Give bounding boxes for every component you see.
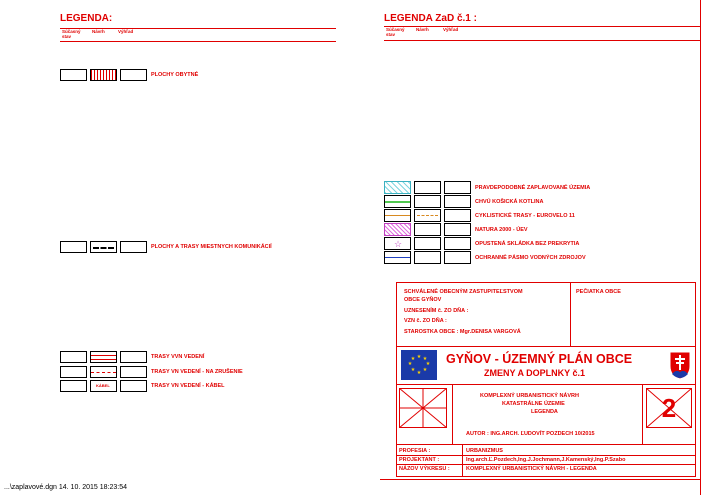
title-block-separator (396, 444, 696, 445)
right-col-future: Výhľad (443, 27, 459, 32)
legend-swatch-future (120, 351, 147, 363)
legend-swatch-future (444, 237, 471, 250)
left-header-underline (60, 41, 336, 42)
stamp-label: PEČIATKA OBCE (576, 289, 621, 295)
legend-label: PLOCHY OBYTNÉ (151, 72, 199, 78)
legend-swatch-proposal (414, 251, 441, 264)
legend-swatch-proposal (414, 195, 441, 208)
sheet-number: 2 (661, 393, 677, 423)
legend-label: NATURA 2000 - ÚEV (475, 227, 528, 233)
drawing-name-2: KATASTRÁLNE ÚZEMIE (502, 401, 565, 407)
svg-text:★: ★ (416, 354, 422, 360)
eu-flag-icon (401, 350, 437, 380)
approval-text-2: OBCE GYŇOV (404, 297, 442, 303)
legend-swatch-proposal (414, 237, 441, 250)
author-text: AUTOR : ING.ARCH. ĽUDOVÍT POZDECH 10/2015 (466, 431, 595, 437)
legend-swatch-future (120, 241, 147, 253)
legend-swatch-proposal (414, 223, 441, 236)
legend-label: TRASY VN VEDENÍ - NA ZRUŠENIE (151, 369, 243, 375)
mayor-text: STAROSTKA OBCE : Mgr.DENISA VARGOVÁ (404, 329, 521, 335)
legend-swatch-current (384, 209, 411, 222)
legend-label: TRASY VVN VEDENÍ (151, 354, 205, 360)
vzn-text: VZN č. ZO DŇA : (404, 318, 447, 324)
legend-swatch-current (60, 380, 87, 392)
plan-title: GYŇOV - ÚZEMNÝ PLÁN OBCE (446, 352, 633, 366)
plan-subtitle: ZMENY A DOPLNKY č.1 (484, 368, 586, 378)
title-block-divider (642, 384, 643, 444)
legend-swatch-future (120, 366, 147, 378)
profession-label: PROFESIA : (399, 448, 431, 454)
legend-swatch-natura (384, 223, 411, 236)
title-block-col-line (462, 444, 463, 477)
title-block-row-line (396, 455, 696, 456)
designer-value: Ing.arch.Ľ.Pozdech,Ing.J.Jochmann,J.Kamenský,Ing.P.Szabo (466, 457, 626, 463)
svg-text:★: ★ (416, 370, 422, 376)
right-header-underline (384, 40, 700, 41)
svg-text:★: ★ (407, 361, 413, 367)
legend-swatch-landfill (384, 237, 411, 250)
legend-swatch-water-protection (384, 251, 411, 264)
legend-label: CYKLISTICKÉ TRASY - EUROVELO 11 (475, 213, 575, 219)
legend-swatch-proposal (414, 181, 441, 194)
legend-swatch-future (120, 380, 147, 392)
page-border-bottom (380, 479, 700, 480)
page-border-right (700, 0, 701, 495)
legend-swatch-future (444, 181, 471, 194)
legend-swatch-current (60, 366, 87, 378)
legend-swatch-future (444, 195, 471, 208)
legend-swatch-future (444, 209, 471, 222)
title-block-row-line (396, 464, 696, 465)
legend-swatch-current (60, 241, 87, 253)
legend-label: OPUSTENÁ SKLÁDKA BEZ PREKRYTIA (475, 241, 580, 247)
svg-text:★: ★ (422, 367, 428, 373)
right-col-current: Súčasný stav (386, 27, 405, 37)
left-col-proposal: Návrh (92, 29, 105, 34)
svg-text:★: ★ (410, 356, 416, 362)
legend-swatch-chvu (384, 195, 411, 208)
legend-swatch-future (444, 251, 471, 264)
right-legend-title: LEGENDA ZaD č.1 : (384, 13, 477, 24)
designer-label: PROJEKTANT : (399, 457, 440, 463)
title-block-separator (396, 384, 696, 385)
drawing-label: NÁZOV VÝKRESU : (399, 466, 450, 472)
drawing-name-1: KOMPLEXNÝ URBANISTICKÝ NÁVRH (480, 393, 580, 399)
legend-swatch-vn-cable (90, 380, 117, 392)
legend-swatch-vvn (90, 351, 117, 363)
right-col-proposal: Návrh (416, 27, 429, 32)
drawing-value: KOMPLEXNÝ URBANISTICKÝ NÁVRH - LEGENDA (466, 466, 597, 472)
resolution-text: UZNESENÍM č. ZO DŇA : (404, 308, 469, 314)
svg-text:★: ★ (422, 356, 428, 362)
profession-value: URBANIZMUS (466, 448, 503, 454)
legend-label: PLOCHY A TRASY MIESTNYCH KOMUNIKÁCIÍ (151, 244, 272, 250)
svg-text:★: ★ (425, 361, 431, 367)
title-block-divider (570, 282, 571, 346)
slovak-coat-of-arms-icon (668, 350, 692, 380)
legend-swatch-future (120, 69, 147, 81)
left-col-current: Súčasný stav (62, 29, 81, 39)
left-col-future: Výhľad (118, 29, 134, 34)
legend-label: OCHRANNÉ PÁSMO VODNÝCH ZDROJOV (475, 255, 586, 261)
legend-swatch-cycle (414, 209, 441, 222)
approval-text-1: SCHVÁLENÉ OBECNÝM ZASTUPITEĽSTVOM (404, 289, 523, 295)
legend-label: CHVÚ KOŠICKÁ KOTLINA (475, 199, 544, 205)
title-block-separator (396, 346, 696, 347)
legend-swatch-vn-removal (90, 366, 117, 378)
legend-swatch-current (60, 351, 87, 363)
star-icon: ☆ (394, 239, 403, 249)
legend-label: TRASY VN VEDENÍ - KÁBEL (151, 383, 225, 389)
drawing-name-3: LEGENDA (531, 409, 558, 415)
cable-box-label: KÁBEL (96, 383, 110, 388)
legend-swatch-future (444, 223, 471, 236)
legend-swatch-current (60, 69, 87, 81)
file-path-footer: ...\zaplavové.dgn 14. 10. 2015 18:23:54 (4, 484, 127, 491)
legend-label: PRAVDEPODOBNÉ ZAPLAVOVANÉ ÚZEMIA (475, 185, 591, 191)
legend-swatch-residential (90, 69, 117, 81)
right-title-underline (384, 26, 700, 27)
svg-text:★: ★ (410, 367, 416, 373)
title-block-divider (452, 384, 453, 444)
legend-swatch-flood (384, 181, 411, 194)
legend-swatch-roads (90, 241, 117, 253)
left-legend-title: LEGENDA: (60, 13, 113, 24)
sheet-number-box (646, 388, 692, 428)
crossed-box-icon (399, 388, 447, 428)
